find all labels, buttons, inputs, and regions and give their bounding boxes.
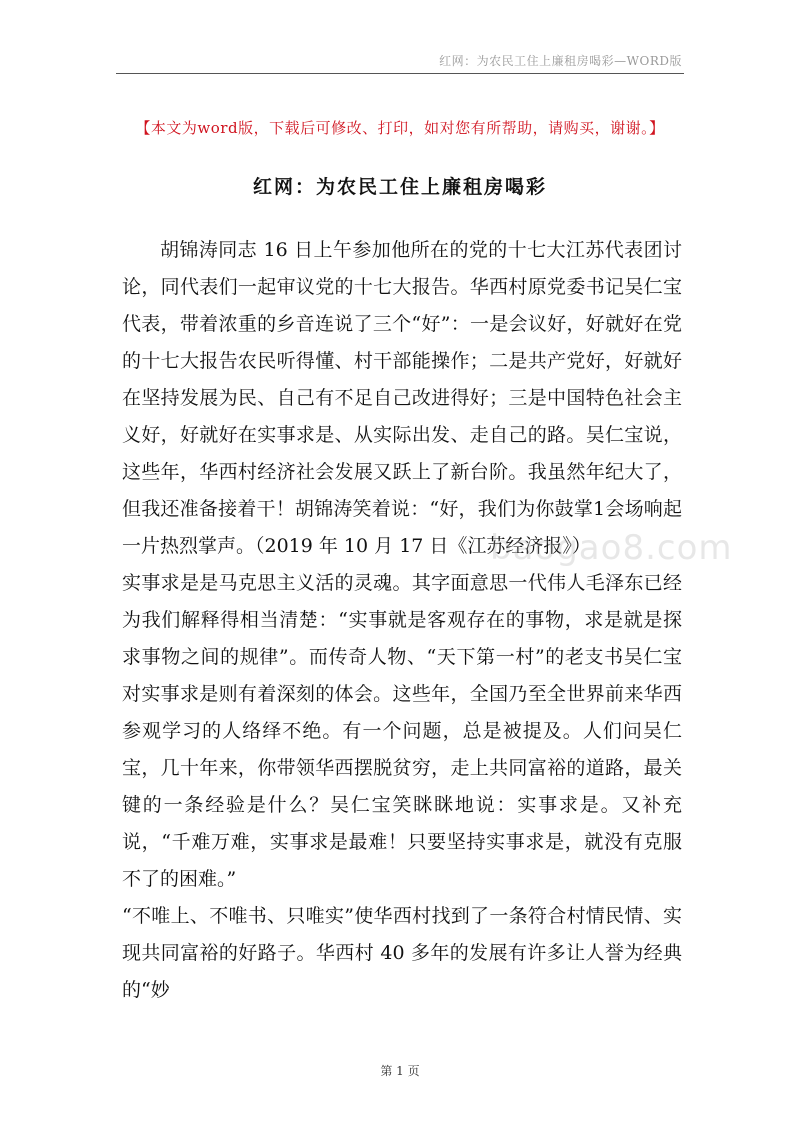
document-body (122, 232, 682, 1009)
page-number: 第 1 页 (380, 1064, 420, 1078)
document-title: 红网：为农民工住上廉租房喝彩 (252, 176, 547, 198)
header-divider (116, 73, 684, 74)
paragraph-3: “不唯上、不唯书、只唯实”使华西村找到了一条符合村情民情、实现共同富裕的好路子。华西村 40 多年的发展有许多让人誉为经典的“妙 (122, 905, 682, 1001)
paragraph-2: 实事求是是马克思主义活的灵魂。其字面意思一代伟人毛泽东已经为我们解释得相当清楚：“实事就是客观存在的事物，求是就是探求事物之间的规律”。而传奇人物、“天下第一村”的老支书吴仁宝对实事求是则有着深刻的体会。这些年，全国乃至全世界前来华西参观学习的人络绎不绝。有一个问题，总是被提及。人们问吴仁宝，几十年来，你带领华西摆脱贫穷，走上共同富裕的道路，最关键的一条经验是什么？吴仁宝笑眯眯地说：实事求是。又补充说，“千难万难，实事求是最难！只要坚持实事求是，就没有克服不了的困难。” (122, 572, 682, 890)
purchase-notice: 【本文为word版，下载后可修改、打印，如对您有所帮助，请购买，谢谢。】 (135, 119, 665, 137)
paragraph-1: 胡锦涛同志 16 日上午参加他所在的党的十七大江苏代表团讨论，同代表们一起审议党的十七大报告。华西村原党委书记吴仁宝代表，带着浓重的乡音连说了三个“好”：一是会议好，好就好在党的十七大报告农民听得懂、村干部能操作；二是共产党好，好就好在坚持发展为民、自己有不足自己改进得好；三是中国特色社会主义好，好就好在实事求是、从实际出发、走自己的路。吴仁宝说，这些年，华西村经济社会发展又跃上了新台阶。我虽然年纪大了，但我还准备接着干！胡锦涛笑着说：“好，我们为你鼓掌1会场响起一片热烈掌声。（2019 年 10 月 17 日《江苏经济报》） (122, 239, 682, 557)
watermark: baogao8.com (490, 528, 733, 568)
page-header: 红网：为农民工住上廉租房喝彩—WORD版 (439, 54, 682, 68)
